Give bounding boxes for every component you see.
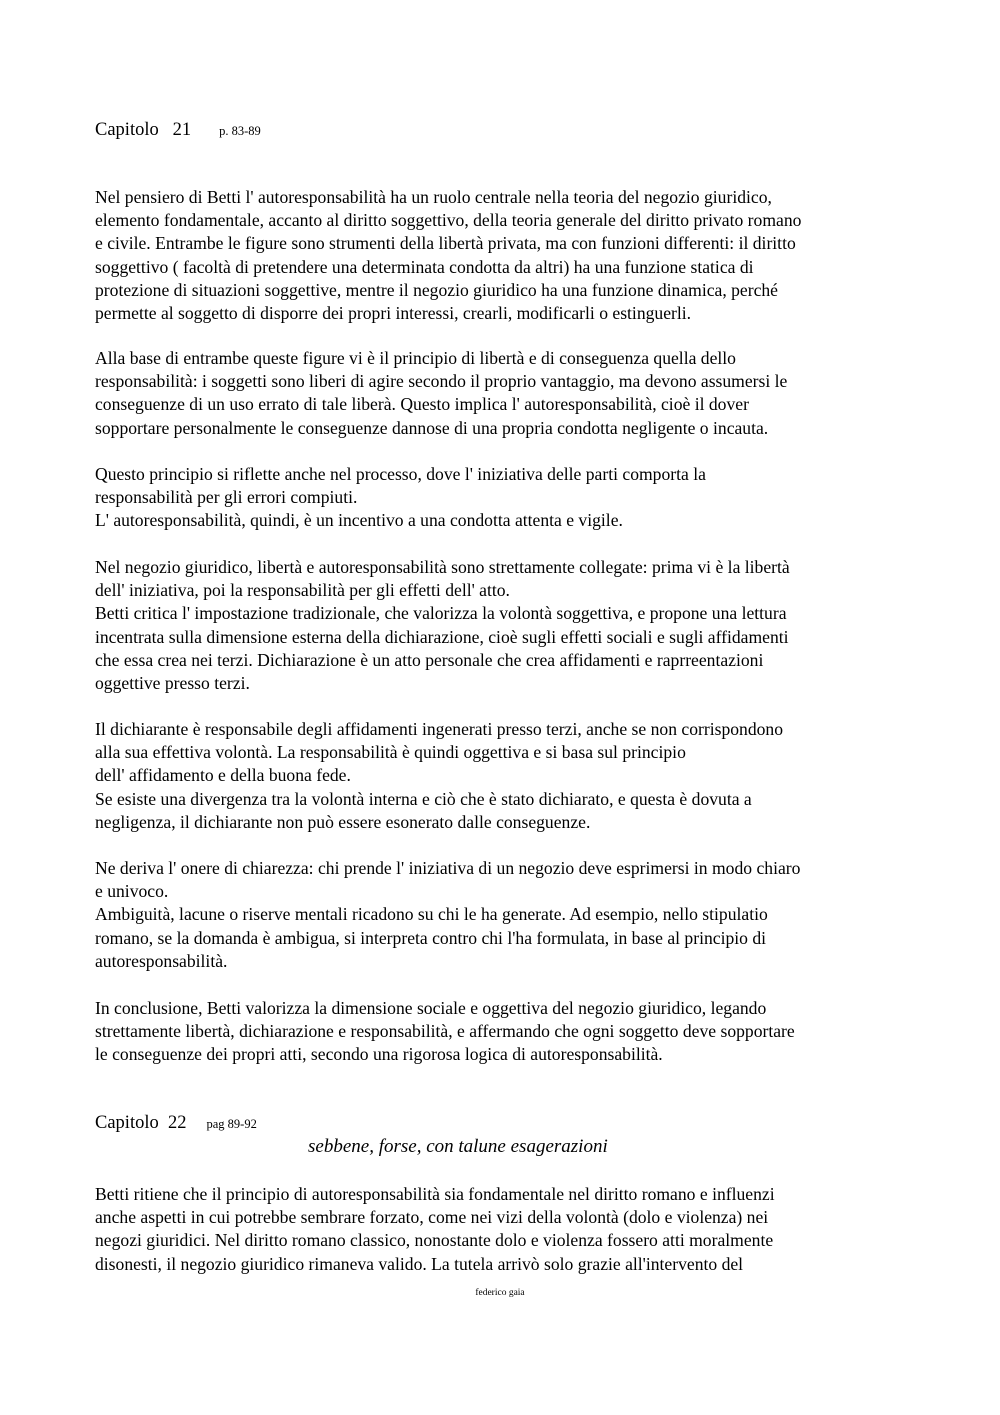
chapter-21-paragraph-4 bbox=[95, 556, 925, 695]
text-line: alla sua effettiva volontà. La responsabilità è quindi oggettiva e si basa sul principio bbox=[95, 742, 686, 763]
text-line: Betti critica l' impostazione tradizionale, che valorizza la volontà soggettiva, e propone una lettura bbox=[95, 603, 787, 624]
text-line: dell' iniziativa, poi la responsabilità per gli effetti dell' atto. bbox=[95, 580, 510, 601]
text-line: Il dichiarante è responsabile degli affidamenti ingenerati presso terzi, anche se non corrispondono bbox=[95, 719, 784, 739]
chapter-21-pages: p. 83-89 bbox=[219, 124, 261, 138]
chapter-22-title: Capitolo 22 bbox=[95, 1113, 187, 1133]
text-line: responsabilità per gli errori compiuti. bbox=[95, 487, 358, 508]
text-line: che essa crea nei terzi. Dichiarazione è un atto personale che crea affidamenti e raprreentazioni bbox=[95, 649, 764, 670]
text-line: e civile. Entrambe le figure sono strumenti della libertà privata, ma con funzioni differenti: il diritto bbox=[95, 233, 796, 254]
chapter-21-paragraph-3 bbox=[95, 463, 925, 533]
chapter-21-paragraph-2 bbox=[95, 347, 925, 440]
text-line: sopportare personalmente le conseguenze dannose di una propria condotta negligente o incauta. bbox=[95, 417, 769, 438]
text-line: permette al soggetto di disporre dei propri interessi, crearli, modificarli o estinguerli. bbox=[95, 302, 692, 323]
text-line: negozi giuridici. Nel diritto romano classico, nonostante dolo e violenza fossero atti moralmente bbox=[95, 1230, 774, 1251]
text-line: dell' affidamento e della buona fede. bbox=[95, 765, 351, 786]
text-line: elemento fondamentale, accanto al diritto soggettivo, della teoria generale del diritto privato romano bbox=[95, 210, 802, 231]
text-line: negligenza, il dichiarante non può essere esonerato dalle conseguenze. bbox=[95, 811, 591, 832]
chapter-21-paragraph-1 bbox=[95, 186, 925, 325]
text-line: Nel pensiero di Betti l' autoresponsabilità ha un ruolo centrale nella teoria del negozio giuridico, bbox=[95, 187, 772, 207]
chapter-22-heading bbox=[95, 1113, 257, 1134]
chapter-21-heading bbox=[95, 120, 261, 141]
page-footer: federico gaia bbox=[475, 1288, 525, 1298]
text-line: anche aspetti in cui potrebbe sembrare forzato, come nei vizi della volontà (dolo e violenza) nei bbox=[95, 1207, 769, 1228]
chapter-22-paragraph-1 bbox=[95, 1183, 925, 1276]
text-line: L' autoresponsabilità, quindi, è un incentivo a una condotta attenta e vigile. bbox=[95, 510, 623, 531]
text-line: Alla base di entrambe queste figure vi è il principio di libertà e di conseguenza quella dello bbox=[95, 348, 736, 368]
text-line: Nel negozio giuridico, libertà e autoresponsabilità sono strettamente collegate: prima vi è la libertà bbox=[95, 557, 790, 577]
text-line: romano, se la domanda è ambigua, si interpreta contro chi l'ha formulata, in base al principio di bbox=[95, 927, 767, 948]
text-line: incentrata sulla dimensione esterna della dichiarazione, cioè sugli effetti sociali e sugli affidamenti bbox=[95, 626, 789, 647]
text-line: strettamente libertà, dichiarazione e responsabilità, e affermando che ogni soggetto deve sopportare bbox=[95, 1021, 795, 1042]
chapter-21-paragraph-7 bbox=[95, 997, 925, 1067]
text-line: oggettive presso terzi. bbox=[95, 672, 250, 693]
chapter-22-subtitle: sebbene, forse, con talune esagerazioni bbox=[308, 1136, 608, 1157]
text-line: disonesti, il negozio giuridico rimaneva valido. La tutela arrivò solo grazie all'intervento del bbox=[95, 1253, 744, 1274]
text-line: soggettivo ( facoltà di pretendere una determinata condotta da altri) ha una funzione statica di bbox=[95, 256, 754, 277]
text-line: autoresponsabilità. bbox=[95, 950, 228, 971]
chapter-21-paragraph-6 bbox=[95, 857, 925, 973]
text-line: conseguenze di un uso errato di tale liberà. Questo implica l' autoresponsabilità, cioè il dover bbox=[95, 394, 749, 415]
text-line: le conseguenze dei propri atti, secondo una rigorosa logica di autoresponsabilità. bbox=[95, 1044, 663, 1065]
text-line: Se esiste una divergenza tra la volontà interna e ciò che è stato dichiarato, e questa è dovuta a bbox=[95, 788, 752, 809]
text-line: In conclusione, Betti valorizza la dimensione sociale e oggettiva del negozio giuridico, legando bbox=[95, 998, 767, 1018]
text-line: Ne deriva l' onere di chiarezza: chi prende l' iniziativa di un negozio deve esprimersi in modo chiaro bbox=[95, 858, 801, 878]
chapter-21-title: Capitolo 21 bbox=[95, 120, 192, 140]
text-line: Questo principio si riflette anche nel processo, dove l' iniziativa delle parti comporta la bbox=[95, 464, 706, 484]
text-line: protezione di situazioni soggettive, mentre il negozio giuridico ha una funzione dinamica, perché bbox=[95, 279, 778, 300]
text-line: responsabilità: i soggetti sono liberi di agire secondo il proprio vantaggio, ma devono assumersi le bbox=[95, 371, 788, 392]
chapter-22-pages: pag 89-92 bbox=[206, 1117, 257, 1131]
text-line: Betti ritiene che il principio di autoresponsabilità sia fondamentale nel diritto romano e influenzi bbox=[95, 1184, 775, 1204]
text-line: e univoco. bbox=[95, 881, 169, 902]
chapter-21-paragraph-5 bbox=[95, 718, 925, 834]
text-line: Ambiguità, lacune o riserve mentali ricadono su chi le ha generate. Ad esempio, nello stipulatio bbox=[95, 904, 768, 925]
